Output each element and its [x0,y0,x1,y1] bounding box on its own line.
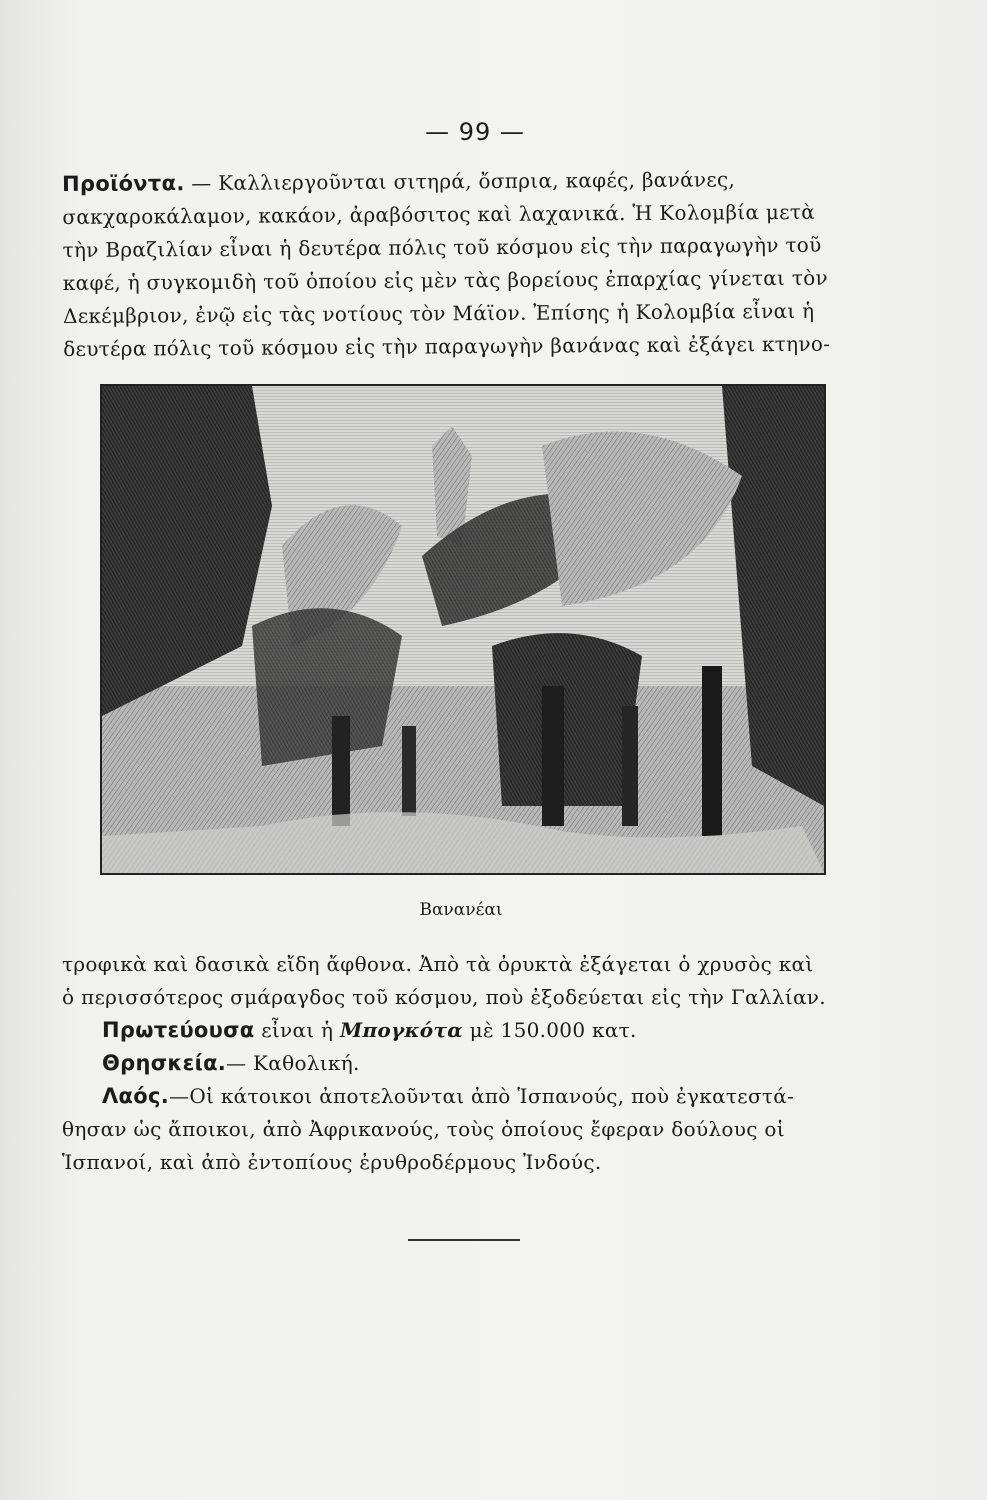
text-line: θησαν ὡς ἄποικοι, ἀπὸ Ἀφρικανούς, τοὺς ὁποίους ἔφεραν δούλους οἱ [62,1117,785,1141]
banana-plantation-illustration [100,384,826,875]
products-paragraph [62,162,863,366]
text-line: Προϊόντα. — Καλλιεργοῦνται σιτηρά, ὄσπρια, καφές, βανάνες, [62,167,736,196]
text-line: τροφικὰ καὶ δασικὰ εἴδη ἄφθονα. Ἀπὸ τὰ ὀρυκτὰ ἐξάγεται ὁ χρυσὸς καὶ [62,952,814,976]
people-heading: Λαός. [102,1084,170,1108]
page-number: — 99 — [425,118,525,146]
text-line: σακχαροκάλαμον, κακάον, ἀραβόσιτος καὶ λαχανικά. Ἡ Κολομβία μετὰ [62,199,816,229]
text-line: Δεκέμβριον, ἐνῷ εἰς τὰς νοτίους τὸν Μάϊον. Ἐπίσης ἡ Κολομβία εἶναι ἡ [62,298,815,328]
capital-heading: Πρωτεύουσα [102,1018,255,1042]
capital-city: Μπογκότα [340,1018,463,1042]
text-line: καφέ, ἡ συγκομιδὴ τοῦ ὁποίου εἰς μὲν τὰς βορείους ἐπαρχίας γίνεται τὸν [62,265,829,295]
capital-line: Πρωτεύουσα εἶναι ἡ Μπογκότα μὲ 150.000 κατ. [102,1018,637,1042]
text-line: ὁ περισσότερος σμάραγδος τοῦ κόσμου, ποὺ ἐξοδεύεται εἰς τὴν Γαλλίαν. [62,985,826,1009]
text-line: Ἱσπανοί, καὶ ἀπὸ ἐντοπίους ἐρυθροδέρμους Ἰνδούς. [62,1150,602,1174]
engraving-image [102,386,824,873]
religion-line: Θρησκεία.— Καθολική. [102,1051,360,1075]
continuation-paragraph [62,948,862,1179]
religion-heading: Θρησκεία. [102,1051,227,1075]
products-heading: Προϊόντα. [62,171,185,196]
section-end-rule [408,1239,520,1241]
text-line: δευτέρα πόλις τοῦ κόσμου εἰς τὴν παραγωγὴν βανάνας καὶ ἐξάγει κτηνο- [63,331,831,361]
people-line: Λαός.—Οἱ κάτοικοι ἀποτελοῦνται ἀπὸ Ἱσπανούς, ποὺ ἐγκατεστά- [102,1084,795,1108]
figure-caption: Βανανέαι [419,900,503,920]
text-line: τὴν Βραζιλίαν εἶναι ἡ δευτέρα πόλις τοῦ κόσμου εἰς τὴν παραγωγὴν τοῦ [62,232,822,262]
